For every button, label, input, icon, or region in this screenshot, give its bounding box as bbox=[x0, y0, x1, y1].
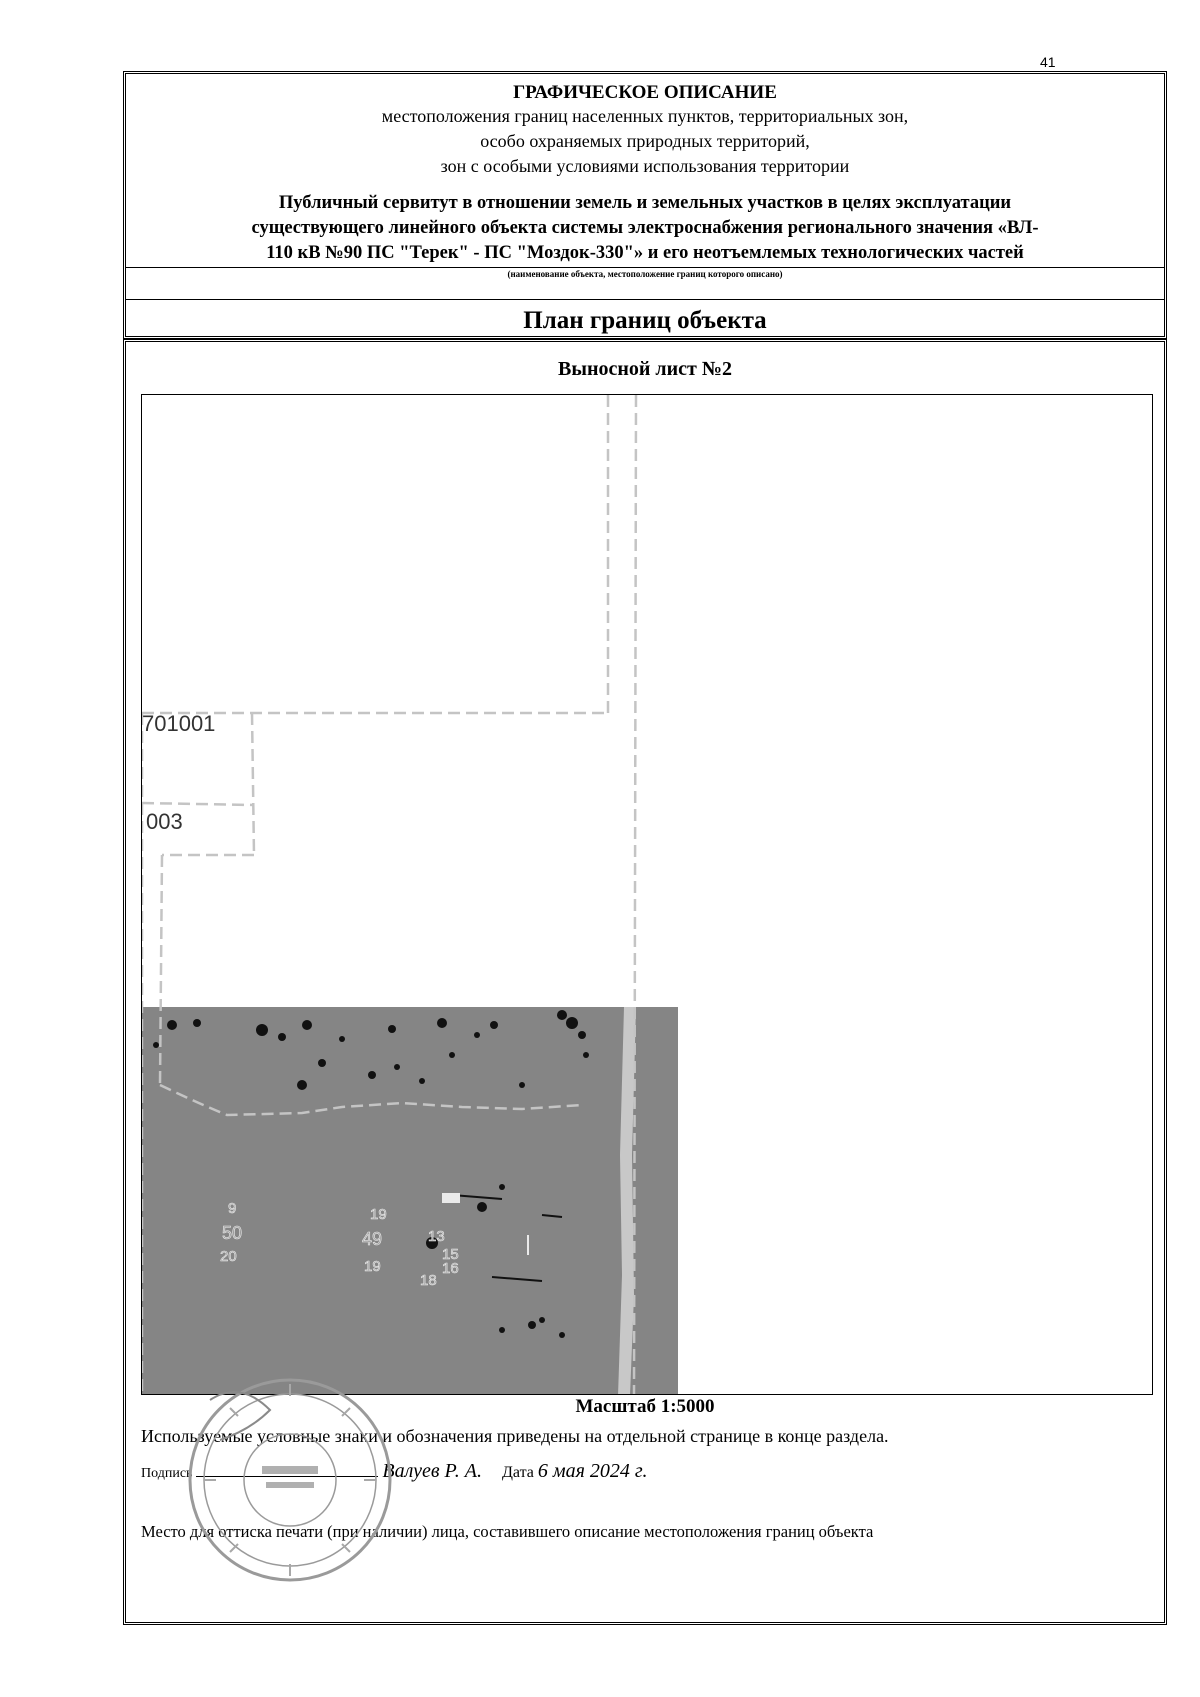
sheet-title: Выносной лист №2 bbox=[558, 358, 732, 380]
point-label: 16 bbox=[442, 1260, 459, 1277]
point-label: 19 bbox=[364, 1258, 381, 1275]
object-name-line-2: существующего линейного объекта системы электроснабжения регионального значения «ВЛ- bbox=[251, 218, 1039, 238]
map-scale: Масштаб 1:5000 bbox=[575, 1396, 715, 1417]
object-underline bbox=[126, 267, 1164, 268]
cadastral-label-701001: 701001 bbox=[142, 711, 216, 736]
cadastral-label-003: 003 bbox=[146, 809, 183, 834]
map-area bbox=[141, 394, 1153, 1395]
aerial-photo bbox=[142, 1007, 678, 1395]
date-value: 6 мая 2024 г. bbox=[537, 1460, 648, 1482]
point-label: 18 bbox=[420, 1272, 437, 1289]
map-drawing bbox=[142, 395, 1153, 1395]
header-frame bbox=[123, 71, 1167, 339]
document-title: ГРАФИЧЕСКОЕ ОПИСАНИЕ bbox=[513, 82, 777, 103]
page-number: 41 bbox=[1040, 54, 1056, 70]
company-seal bbox=[180, 1370, 400, 1590]
caption-divider bbox=[126, 299, 1164, 300]
header-line-2: особо охраняемых природных территорий, bbox=[480, 131, 810, 151]
point-label: 20 bbox=[220, 1248, 237, 1265]
signature-label: Подпись bbox=[141, 1466, 193, 1481]
object-name-line-3: 110 кВ №90 ПС "Терек" - ПС "Моздок-330"» и его неотъемлемых технологических частей bbox=[266, 243, 1024, 263]
header-line-3: зон с особыми условиями использования территории bbox=[440, 156, 850, 176]
header-line-1: местоположения границ населенных пунктов, территориальных зон, bbox=[381, 106, 909, 126]
object-name-line-1: Публичный сервитут в отношении земель и земельных участков в целях эксплуатации bbox=[278, 193, 1012, 213]
point-label: 9 bbox=[228, 1200, 237, 1217]
point-label: 13 bbox=[428, 1228, 445, 1245]
point-label: 15 bbox=[442, 1246, 459, 1263]
legend-note: Используемые условные знаки и обозначения приведены на отдельной странице в конце раздела. bbox=[141, 1426, 889, 1446]
plan-title: План границ объекта bbox=[523, 307, 767, 334]
date-label: Дата bbox=[501, 1464, 534, 1481]
point-label: 50 bbox=[222, 1223, 243, 1243]
point-label: 19 bbox=[370, 1206, 387, 1223]
object-caption: (наименование объекта, местоположение границ которого описано) bbox=[507, 269, 783, 279]
structure-marker bbox=[442, 1193, 460, 1203]
point-label: 49 bbox=[362, 1229, 383, 1249]
stamp-note: Место для оттиска печати (при наличии) лица, составившего описание местоположения границ объекта bbox=[141, 1522, 874, 1541]
signer-name: Валуев Р. А. bbox=[382, 1460, 482, 1482]
seal-ring-ticks bbox=[204, 1384, 376, 1576]
